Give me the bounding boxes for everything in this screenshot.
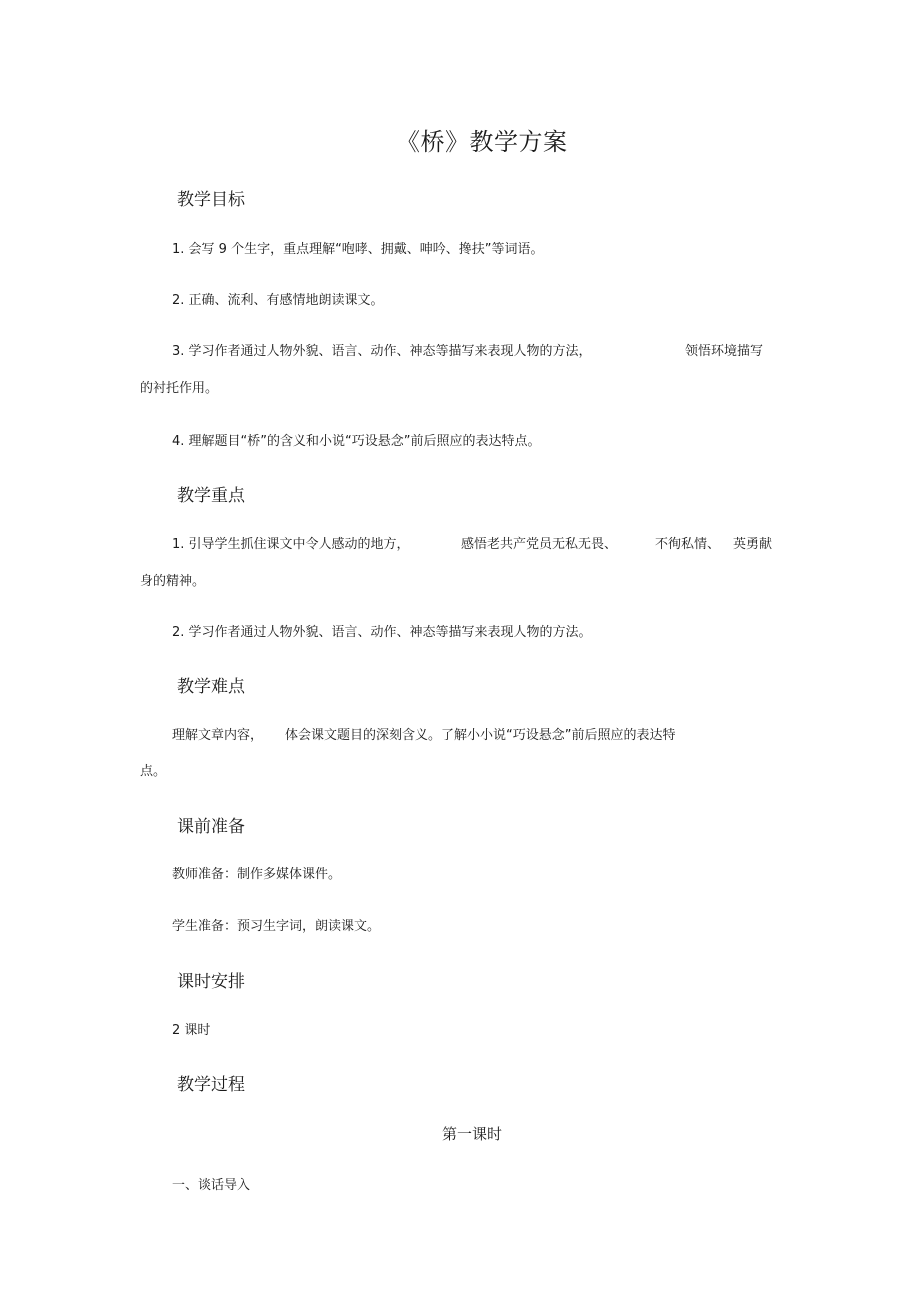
- key-points-item-2: 2. 学习作者通过人物外貌、语言、动作、神态等描写来表现人物的方法。: [172, 625, 592, 640]
- goals-item-3-part-c: 的衬托作用。: [140, 381, 219, 396]
- key-points-heading: 教学重点: [177, 486, 245, 506]
- lesson-1-title: 第一课时: [442, 1125, 503, 1143]
- key-points-item-1-part-a: 1. 引导学生抓住课文中令人感动的地方，: [172, 537, 410, 552]
- preparation-teacher: 教师准备：制作多媒体课件。: [172, 867, 342, 882]
- preparation-heading: 课前准备: [177, 817, 245, 837]
- step-1-title: 一、谈话导入: [172, 1178, 251, 1193]
- key-points-item-1-part-c: 不徇私情、: [655, 537, 721, 552]
- schedule-text: 2 课时: [172, 1023, 211, 1038]
- preparation-student: 学生准备：预习生字词，朗读课文。: [172, 919, 381, 934]
- goals-heading: 教学目标: [177, 190, 245, 210]
- schedule-heading: 课时安排: [177, 972, 245, 992]
- difficulties-text-part-a: 理解文章内容，: [172, 728, 264, 743]
- goals-item-4: 4. 理解题目“桥”的含义和小说“巧设悬念”前后照应的表达特点。: [172, 434, 541, 449]
- goals-item-3-part-b: 领悟环境描写: [685, 344, 764, 359]
- difficulties-text-part-b: 体会课文题目的深刻含义。了解小小说“巧设悬念”前后照应的表达特: [285, 728, 676, 743]
- difficulties-text-part-c: 点。: [140, 764, 167, 779]
- goals-item-1: 1. 会写 9 个生字，重点理解“咆哮、拥戴、呻吟、搀扶”等词语。: [172, 242, 544, 257]
- difficulties-heading: 教学难点: [177, 677, 245, 697]
- key-points-item-1-part-d: 英勇献: [733, 537, 773, 552]
- goals-item-2: 2. 正确、流利、有感情地朗读课文。: [172, 293, 384, 308]
- process-heading: 教学过程: [177, 1075, 245, 1095]
- key-points-item-1-part-e: 身的精神。: [140, 574, 206, 589]
- goals-item-3-part-a: 3. 学习作者通过人物外貌、语言、动作、神态等描写来表现人物的方法，: [172, 344, 592, 359]
- key-points-item-1-part-b: 感悟老共产党员无私无畏、: [461, 537, 618, 552]
- doc-title: 《桥》教学方案: [396, 128, 568, 156]
